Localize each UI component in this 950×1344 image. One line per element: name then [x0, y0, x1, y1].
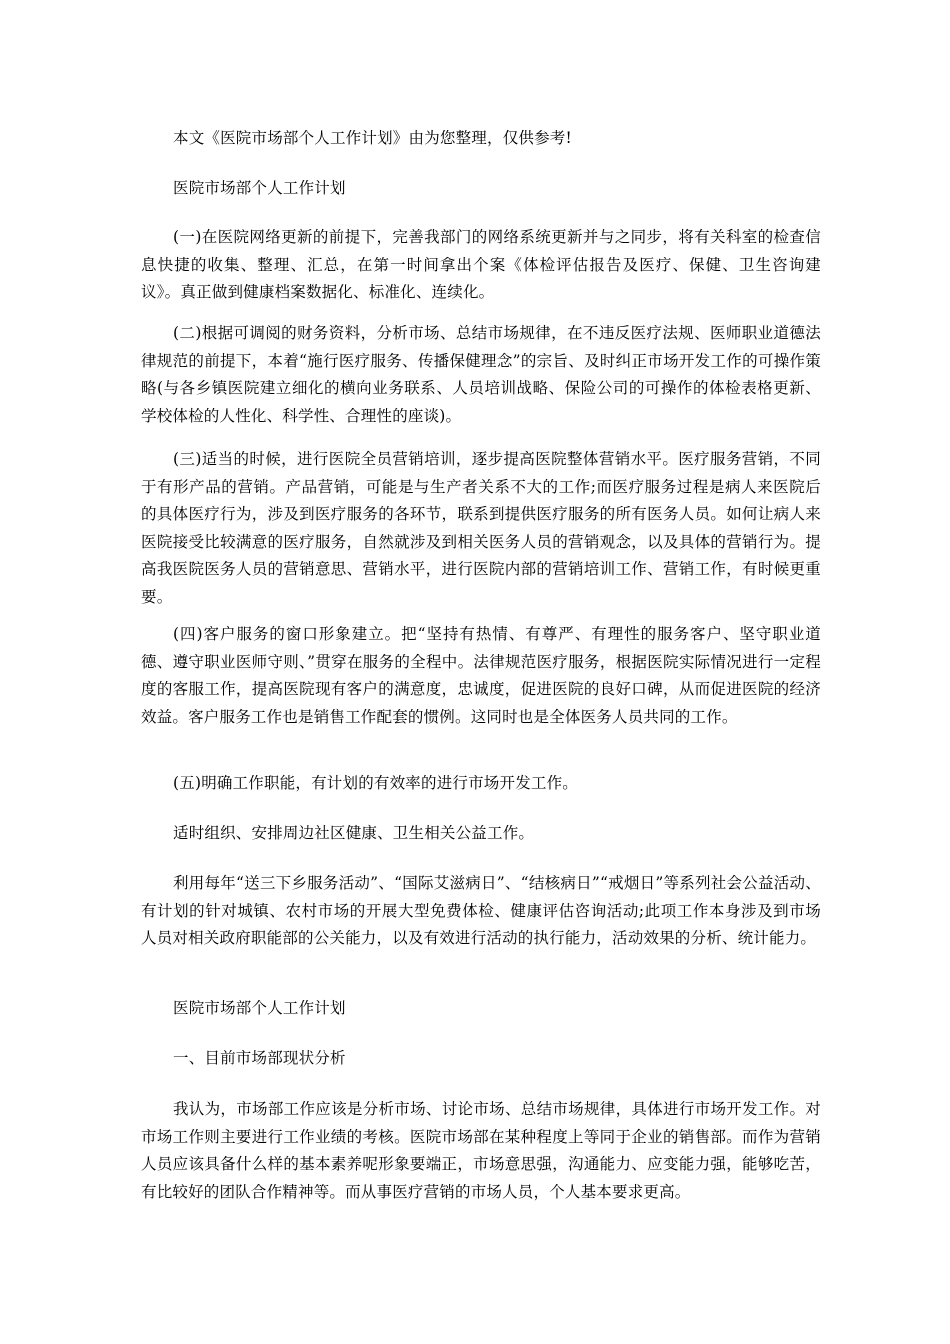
paragraph-public-welfare: 适时组织、安排周边社区健康、卫生相关公益工作。: [173, 824, 535, 842]
intro-note: 本文《医院市场部个人工作计划》由为您整理，仅供参考!: [173, 129, 572, 147]
section-title-repeat: 医院市场部个人工作计划: [173, 999, 346, 1017]
paragraph-analysis: 我认为，市场部工作应该是分析市场、讨论市场、总结市场规律，具体进行市场开发工作。对市场工作则主要进行工作业绩的考核。医院市场部在某种程度上等同于企业的销售部。而作为营销人员应该具备什么样的基本素养呢形象要端正，市场意思强，沟通能力、应变能力强，能够吃苦，有比较好的团队合作精神等。而从事医疗营销的市场人员，个人基本要求更高。: [141, 1100, 821, 1201]
paragraph-item-3: (三)适当的时候，进行医院全员营销培训，逐步提高医院整体营销水平。医疗服务营销，不同于有形产品的营销。产品营销，可能是与生产者关系不大的工作;而医疗服务过程是病人来医院后的具体医疗行为，涉及到医疗服务的各环节，联系到提供医疗服务的所有医务人员。如何让病人来医院接受比较满意的医疗服务，自然就涉及到相关医务人员的营销观念，以及具体的营销行为。提高我医院医务人员的营销意思、营销水平，进行医院内部的营销培训工作、营销工作，有时候更重要。: [141, 450, 821, 606]
paragraph-item-1: (一)在医院网络更新的前提下，完善我部门的网络系统更新并与之同步，将有关科室的检查信息快捷的收集、整理、汇总，在第一时间拿出个案《体检评估报告及医疗、保健、卫生咨询建议》。真正做到健康档案数据化、标准化、连续化。: [141, 228, 821, 301]
paragraph-item-4: (四)客户服务的窗口形象建立。把“坚持有热情、有尊严、有理性的服务客户、坚守职业道德、遵守职业医师守则、”贯穿在服务的全程中。法律规范医疗服务，根据医院实际情况进行一定程度的客服工作，提高医院现有客户的满意度，忠诚度，促进医院的良好口碑，从而促进医院的经济效益。客户服务工作也是销售工作配套的惯例。这同时也是全体医务人员共同的工作。: [141, 625, 821, 726]
paragraph-item-2: (二)根据可调阅的财务资料，分析市场、总结市场规律，在不违反医疗法规、医师职业道德法律规范的前提下，本着“施行医疗服务、传播保健理念”的宗旨、及时纠正市场开发工作的可操作策略(与各乡镇医院建立细化的横向业务联系、人员培训战略、保险公司的可操作的体检表格更新、学校体检的人性化、科学性、合理性的座谈)。: [141, 324, 821, 425]
section-title: 医院市场部个人工作计划: [173, 179, 346, 197]
paragraph-activities: 利用每年“送三下乡服务活动”、“国际艾滋病日”、“结核病日”“戒烟日”等系列社会公益活动、有计划的针对城镇、农村市场的开展大型免费体检、健康评估咨询活动;此项工作本身涉及到市场人员对相关政府职能部的公关能力，以及有效进行活动的执行能力，活动效果的分析、统计能力。: [141, 874, 821, 947]
paragraph-item-5: (五)明确工作职能，有计划的有效率的进行市场开发工作。: [173, 774, 578, 792]
subsection-heading: 一、目前市场部现状分析: [173, 1049, 346, 1067]
